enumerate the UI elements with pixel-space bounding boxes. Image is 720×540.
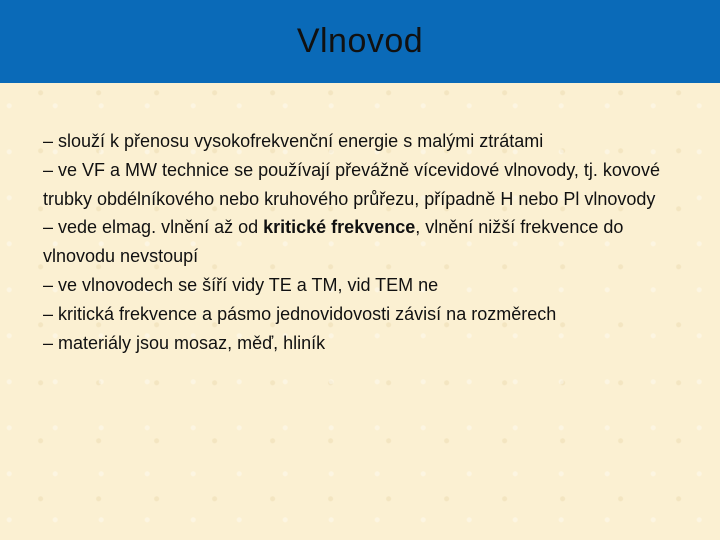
bullet-line-3-start: – vede elmag. vlnění až od (43, 217, 264, 238)
bullet-line-3 (43, 213, 683, 271)
bullet-line-5: – kritická frekvence a pásmo jednovidovosti závisí na rozměrech (43, 303, 557, 324)
bullet-line-2: – ve VF a MW technice se používají převážně vícevidové vlnovody, tj. kovové trubky obdélníkového nebo kruhového průřezu, případně H nebo Pl vlnovody (43, 159, 660, 209)
bullet-line-3-end: , vlnění nižší frekvence do vlnovodu nevstoupí (43, 217, 624, 267)
slide-body (43, 127, 683, 357)
bullet-line-4: – ve vlnovodech se šíří vidy TE a TM, vid TEM ne (43, 274, 439, 295)
slide-title: Vlnovod (296, 22, 424, 60)
bold-term-critical-frequency: kritické frekvence (263, 217, 416, 238)
title-bar (0, 0, 720, 83)
bullet-line-6: – materiály jsou mosaz, měď, hliník (43, 332, 326, 353)
bullet-line-1: – slouží k přenosu vysokofrekvenční energie s malými ztrátami (43, 131, 544, 151)
